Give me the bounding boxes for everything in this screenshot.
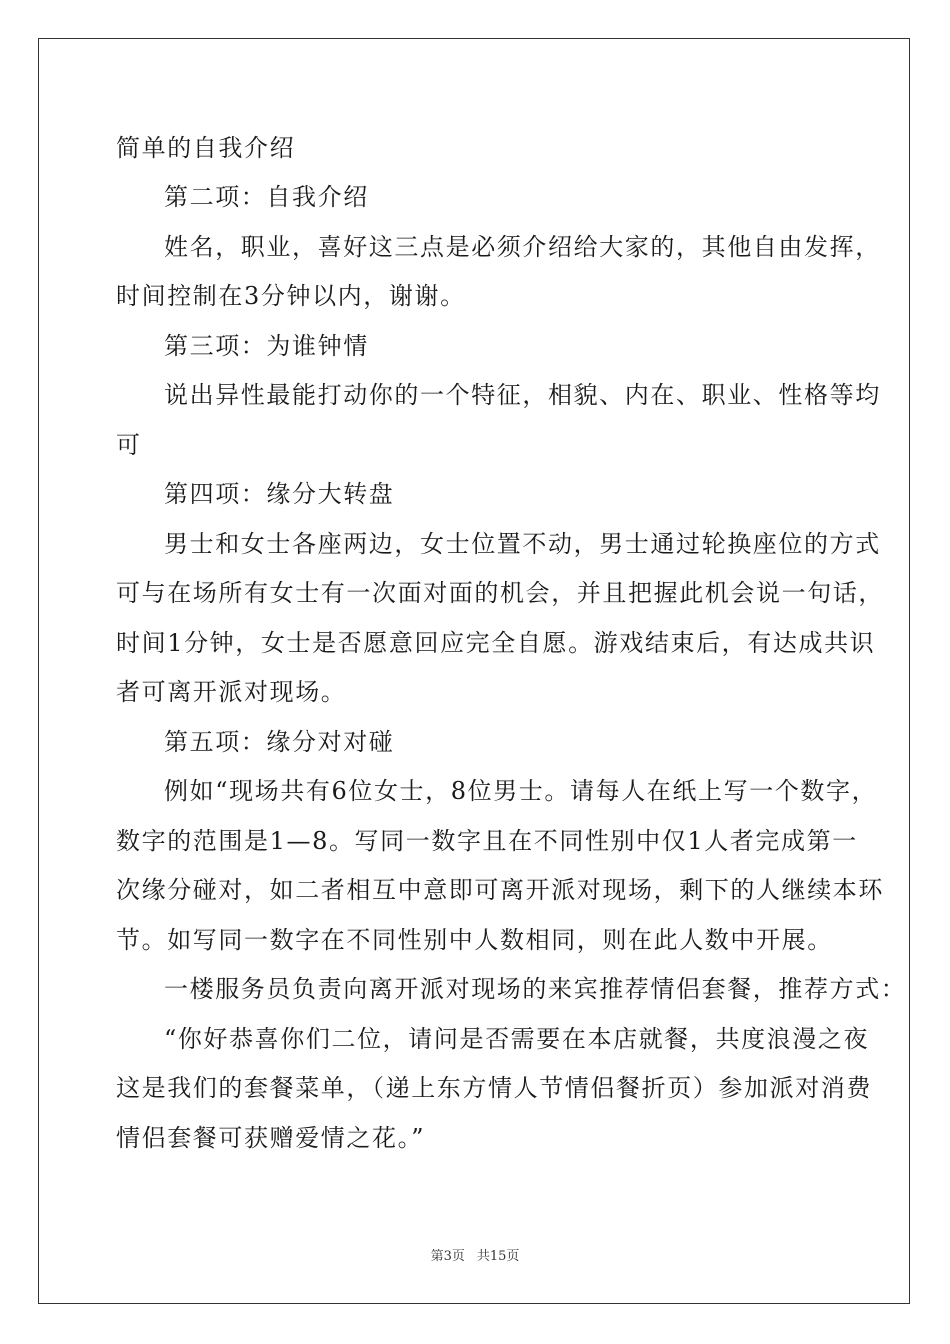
paragraph-line: 这是我们的套餐菜单，（递上东方情人节情侣餐折页）参加派对消费	[116, 1074, 872, 1102]
paragraph-line: 者可离开派对现场。	[116, 678, 347, 706]
paragraph-line: 节。如写同一数字在不同性别中人数相同，则在此人数中开展。	[116, 926, 833, 954]
page-footer	[0, 1248, 950, 1266]
item-heading-4: 第四项：缘分大转盘	[164, 480, 395, 508]
section-heading: 简单的自我介绍	[116, 134, 296, 162]
paragraph-line: 一楼服务员负责向离开派对现场的来宾推荐情侣套餐，推荐方式：	[164, 975, 907, 1003]
paragraph-line: 姓名，职业，喜好这三点是必须介绍给大家的，其他自由发挥，	[164, 233, 881, 261]
page-total: 共15页	[476, 1249, 520, 1264]
paragraph-line: 情侣套餐可获赠爱情之花。”	[116, 1124, 426, 1152]
page-number: 第3页	[430, 1249, 465, 1264]
paragraph-line: 可	[116, 431, 142, 459]
paragraph-line: 例如“现场共有6位女士，8位男士。请每人在纸上写一个数字，	[164, 777, 878, 805]
item-heading-3: 第三项：为谁钟情	[164, 332, 369, 360]
item-heading-2: 第二项：自我介绍	[164, 183, 369, 211]
paragraph-line: “你好恭喜你们二位，请问是否需要在本店就餐，共度浪漫之夜	[164, 1025, 870, 1053]
paragraph-line: 说出异性最能打动你的一个特征，相貌、内在、职业、性格等均	[164, 381, 881, 409]
paragraph-line: 次缘分碰对，如二者相互中意即可离开派对现场，剩下的人继续本环	[116, 876, 884, 904]
paragraph-line: 时间1分钟，女士是否愿意回应完全自愿。游戏结束后，有达成共识	[116, 629, 876, 657]
paragraph-line: 可与在场所有女士有一次面对面的机会，并且把握此机会说一句话，	[116, 579, 884, 607]
paragraph-line: 时间控制在3分钟以内，谢谢。	[116, 282, 466, 310]
item-heading-5: 第五项：缘分对对碰	[164, 728, 395, 756]
paragraph-line: 数字的范围是1—8。写同一数字且在不同性别中仅1人者完成第一	[116, 827, 858, 855]
paragraph-line: 男士和女士各座两边，女士位置不动，男士通过轮换座位的方式	[164, 530, 881, 558]
